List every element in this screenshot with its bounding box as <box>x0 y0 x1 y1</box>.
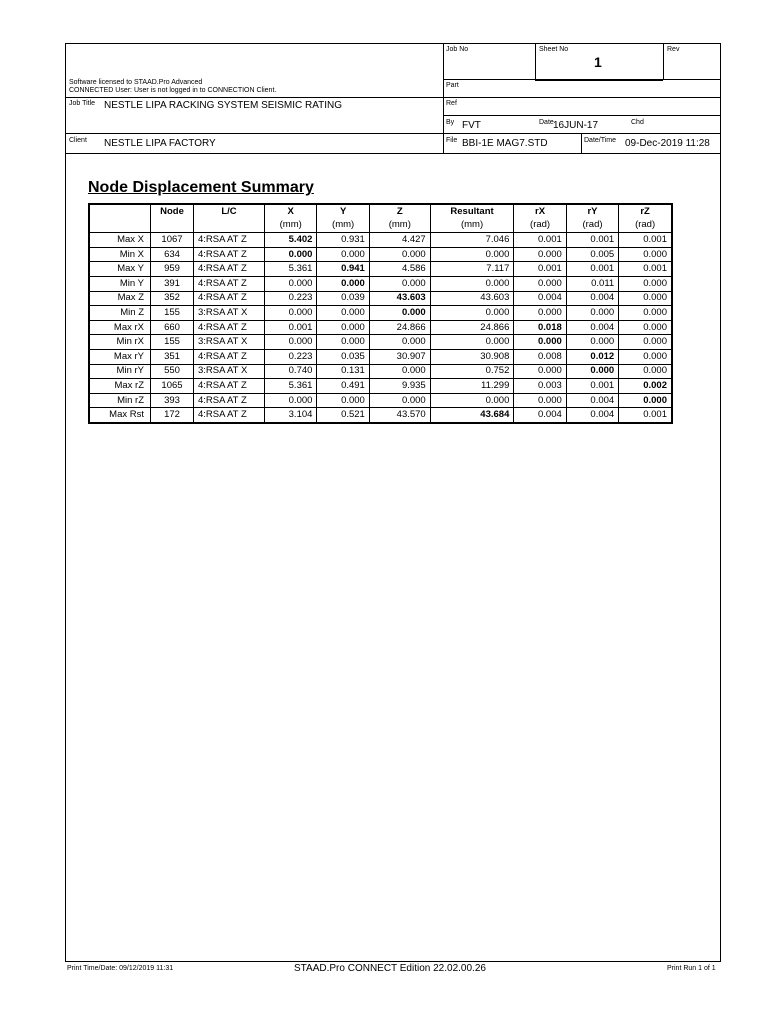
table-cell: 155 <box>151 306 194 321</box>
table-cell: 550 <box>151 364 194 379</box>
job-no-label: Job No <box>446 46 469 53</box>
date-label: Date <box>539 119 554 126</box>
col-header-lc: L/C <box>194 204 265 219</box>
table-cell: 4:RSA AT Z <box>194 393 265 408</box>
job-title-value: NESTLE LIPA RACKING SYSTEM SEISMIC RATING <box>104 100 343 111</box>
header-line-by <box>443 115 721 116</box>
table-cell: 0.000 <box>317 276 369 291</box>
table-cell: Min rY <box>89 364 151 379</box>
table-cell: 4:RSA AT Z <box>194 247 265 262</box>
table-cell: 0.000 <box>317 306 369 321</box>
table-cell: 7.046 <box>430 233 514 248</box>
table-cell: 30.907 <box>369 349 430 364</box>
sheet-no-value: 1 <box>594 54 602 70</box>
table-cell: 0.039 <box>317 291 369 306</box>
table-cell: 4:RSA AT Z <box>194 262 265 277</box>
table-cell: 0.001 <box>514 262 566 277</box>
table-cell: 0.000 <box>514 364 566 379</box>
table-cell: 4:RSA AT Z <box>194 349 265 364</box>
table-row <box>89 276 672 291</box>
table-cell: 0.001 <box>514 233 566 248</box>
table-cell: 0.004 <box>514 408 566 423</box>
header-divider-rev <box>663 43 664 79</box>
file-value: BBI-1E MAG7.STD <box>462 138 548 149</box>
table-cell: 0.004 <box>566 408 618 423</box>
col-header-ry: rY <box>566 204 618 219</box>
unit-resultant: (mm) <box>430 219 514 233</box>
table-body <box>89 233 672 423</box>
datetime-value: 09-Dec-2019 11:28 <box>625 138 710 149</box>
table-cell: 0.001 <box>566 233 618 248</box>
table-cell: 0.000 <box>619 335 672 350</box>
table-cell: 0.000 <box>566 335 618 350</box>
node-displacement-table <box>88 203 673 424</box>
table-cell: Min rZ <box>89 393 151 408</box>
table-cell: 4.586 <box>369 262 430 277</box>
col-header-rx: rX <box>514 204 566 219</box>
table-cell: 0.005 <box>566 247 618 262</box>
table-row <box>89 335 672 350</box>
table-cell: 0.001 <box>566 379 618 394</box>
table-cell: 0.001 <box>619 233 672 248</box>
table-cell: 0.000 <box>619 276 672 291</box>
table-cell: 634 <box>151 247 194 262</box>
table-cell: 0.000 <box>619 247 672 262</box>
table-cell: 0.000 <box>369 306 430 321</box>
part-label: Part <box>446 82 459 89</box>
table-cell: 43.603 <box>369 291 430 306</box>
table-cell: 0.000 <box>430 247 514 262</box>
table-cell: 0.000 <box>619 364 672 379</box>
table-row <box>89 379 672 394</box>
table-cell: 0.001 <box>619 408 672 423</box>
unit-lc <box>194 219 265 233</box>
table-cell: 0.521 <box>317 408 369 423</box>
table-cell: 155 <box>151 335 194 350</box>
table-row <box>89 349 672 364</box>
unit-rx: (rad) <box>514 219 566 233</box>
table-units-row <box>89 219 672 233</box>
table-cell: 0.000 <box>369 247 430 262</box>
table-cell: 0.000 <box>265 247 317 262</box>
table-cell: 30.908 <box>430 349 514 364</box>
table-cell: 3:RSA AT X <box>194 364 265 379</box>
table-row <box>89 306 672 321</box>
footer-edition: STAAD.Pro CONNECT Edition 22.02.00.26 <box>294 963 486 974</box>
table-cell: 0.000 <box>317 335 369 350</box>
table-cell: Min Y <box>89 276 151 291</box>
client-label: Client <box>69 137 87 144</box>
table-cell: 4:RSA AT Z <box>194 379 265 394</box>
unit-y: (mm) <box>317 219 369 233</box>
col-header-node: Node <box>151 204 194 219</box>
table-cell: 660 <box>151 320 194 335</box>
table-cell: 0.131 <box>317 364 369 379</box>
table-cell: 393 <box>151 393 194 408</box>
table-cell: 352 <box>151 291 194 306</box>
table-cell: 0.000 <box>265 306 317 321</box>
table-cell: 0.223 <box>265 291 317 306</box>
table-cell: 0.000 <box>369 276 430 291</box>
unit-rz: (rad) <box>619 219 672 233</box>
by-label: By <box>446 119 455 126</box>
table-cell: 959 <box>151 262 194 277</box>
table-cell: 0.000 <box>430 306 514 321</box>
table-cell: 172 <box>151 408 194 423</box>
table-cell: 0.001 <box>619 262 672 277</box>
license-line-2: CONNECTED User: User is not logged in to CONNECTION Client. <box>69 87 277 94</box>
col-header-y: Y <box>317 204 369 219</box>
table-cell: 0.000 <box>619 306 672 321</box>
table-cell: 0.000 <box>369 364 430 379</box>
table-cell: 0.223 <box>265 349 317 364</box>
client-value: NESTLE LIPA FACTORY <box>104 138 216 149</box>
unit-z: (mm) <box>369 219 430 233</box>
table-cell: 4:RSA AT Z <box>194 233 265 248</box>
table-row <box>89 408 672 423</box>
table-cell: 0.000 <box>317 320 369 335</box>
col-header-x: X <box>265 204 317 219</box>
table-cell: 0.002 <box>619 379 672 394</box>
table-cell: 0.000 <box>369 335 430 350</box>
table-row <box>89 262 672 277</box>
table-row <box>89 247 672 262</box>
sheet-box-underline <box>535 79 663 81</box>
table-cell: 5.402 <box>265 233 317 248</box>
table-cell: 0.000 <box>317 247 369 262</box>
table-row <box>89 320 672 335</box>
by-value: FVT <box>462 120 481 131</box>
page-title: Node Displacement Summary <box>88 179 314 196</box>
table-cell: 0.008 <box>514 349 566 364</box>
header-line-bottom <box>65 153 721 154</box>
table-row <box>89 393 672 408</box>
header-line-client <box>65 133 721 134</box>
table-cell: 0.000 <box>619 349 672 364</box>
table-cell: 0.000 <box>566 306 618 321</box>
table-cell: 0.018 <box>514 320 566 335</box>
table-cell: 4:RSA AT Z <box>194 291 265 306</box>
table-cell: 3:RSA AT X <box>194 335 265 350</box>
table-cell: 0.000 <box>317 393 369 408</box>
table-cell: 24.866 <box>430 320 514 335</box>
table-cell: 0.000 <box>514 393 566 408</box>
footer-print-time: Print Time/Date: 09/12/2019 11:31 <box>67 965 174 972</box>
header-divider-datetime <box>581 133 582 153</box>
unit-node <box>151 219 194 233</box>
table-row <box>89 291 672 306</box>
table-cell: 0.000 <box>265 393 317 408</box>
table-cell: Max Rst <box>89 408 151 423</box>
table-cell: 0.001 <box>265 320 317 335</box>
table-cell: 0.000 <box>430 335 514 350</box>
table-cell: Max Y <box>89 262 151 277</box>
col-header-z: Z <box>369 204 430 219</box>
header-divider-sheet <box>535 43 536 79</box>
table-cell: 0.000 <box>430 276 514 291</box>
table-cell: 0.491 <box>317 379 369 394</box>
table-cell: 4.427 <box>369 233 430 248</box>
table-row <box>89 233 672 248</box>
table-cell: 3:RSA AT X <box>194 306 265 321</box>
table-cell: 43.684 <box>430 408 514 423</box>
table-cell: 43.603 <box>430 291 514 306</box>
table-cell: Max rZ <box>89 379 151 394</box>
table-cell: 351 <box>151 349 194 364</box>
chd-label: Chd <box>631 119 644 126</box>
table-cell: 0.000 <box>430 393 514 408</box>
table-cell: Max rY <box>89 349 151 364</box>
table-header-row <box>89 204 672 219</box>
table-cell: 0.004 <box>514 291 566 306</box>
unit-label <box>89 219 151 233</box>
table-cell: 0.000 <box>566 364 618 379</box>
table-cell: 24.866 <box>369 320 430 335</box>
table-cell: 0.035 <box>317 349 369 364</box>
table-cell: 0.011 <box>566 276 618 291</box>
table-cell: 0.004 <box>566 291 618 306</box>
table-cell: 391 <box>151 276 194 291</box>
table-cell: 43.570 <box>369 408 430 423</box>
table-cell: 0.752 <box>430 364 514 379</box>
table-cell: 0.000 <box>619 320 672 335</box>
datetime-label: Date/Time <box>584 137 617 144</box>
col-header-rz: rZ <box>619 204 672 219</box>
table-cell: 1065 <box>151 379 194 394</box>
table-cell: Min rX <box>89 335 151 350</box>
table-cell: 0.740 <box>265 364 317 379</box>
table-cell: 0.004 <box>566 320 618 335</box>
table-cell: 5.361 <box>265 379 317 394</box>
table-cell: 4:RSA AT Z <box>194 320 265 335</box>
col-header-resultant: Resultant <box>430 204 514 219</box>
table-cell: 0.000 <box>619 291 672 306</box>
table-cell: 11.299 <box>430 379 514 394</box>
table-cell: 0.003 <box>514 379 566 394</box>
table-cell: 0.000 <box>514 335 566 350</box>
table-cell: 0.000 <box>619 393 672 408</box>
table-cell: 0.000 <box>514 276 566 291</box>
footer-print-run: Print Run 1 of 1 <box>667 965 716 972</box>
file-label: File <box>446 137 458 144</box>
license-line-1: Software licensed to STAAD.Pro Advanced <box>69 79 203 86</box>
table-cell: 3.104 <box>265 408 317 423</box>
table-cell: 1067 <box>151 233 194 248</box>
table-cell: 0.000 <box>265 276 317 291</box>
table-cell: 0.941 <box>317 262 369 277</box>
table-cell: 0.931 <box>317 233 369 248</box>
header-divider-left <box>443 43 444 153</box>
table-row <box>89 364 672 379</box>
table-cell: 7.117 <box>430 262 514 277</box>
rev-label: Rev <box>667 46 680 53</box>
col-header-label <box>89 204 151 219</box>
table-cell: 0.000 <box>265 335 317 350</box>
table-cell: 0.000 <box>514 247 566 262</box>
unit-x: (mm) <box>265 219 317 233</box>
table-cell: 0.012 <box>566 349 618 364</box>
table-cell: 0.000 <box>514 306 566 321</box>
table-cell: 4:RSA AT Z <box>194 408 265 423</box>
date-value: 16JUN-17 <box>553 120 599 131</box>
table-cell: 9.935 <box>369 379 430 394</box>
ref-label: Ref <box>446 100 457 107</box>
unit-ry: (rad) <box>566 219 618 233</box>
table-cell: Max X <box>89 233 151 248</box>
table-cell: Max Z <box>89 291 151 306</box>
table-cell: Max rX <box>89 320 151 335</box>
table-cell: Min X <box>89 247 151 262</box>
table-cell: 5.361 <box>265 262 317 277</box>
table-cell: 0.000 <box>369 393 430 408</box>
table-cell: 0.001 <box>566 262 618 277</box>
sheet-no-label: Sheet No <box>539 46 569 53</box>
header-line-jobtitle <box>65 97 721 98</box>
table-cell: 4:RSA AT Z <box>194 276 265 291</box>
table-cell: 0.004 <box>566 393 618 408</box>
table-cell: Min Z <box>89 306 151 321</box>
job-title-label: Job Title <box>69 100 96 107</box>
